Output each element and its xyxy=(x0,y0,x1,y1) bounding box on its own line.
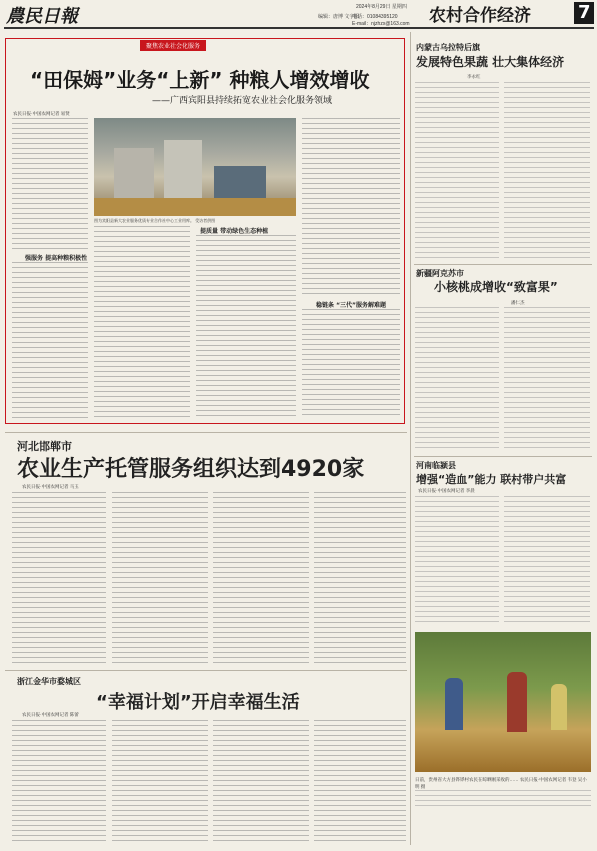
bottom-story-kicker: 浙江金华市婺城区 xyxy=(17,677,81,686)
top-story-headline: “田保姆”业务“上新” 种粮人增效增收 xyxy=(30,68,370,92)
top-story-col4-text-b xyxy=(302,309,400,418)
right-caption-text xyxy=(415,790,591,810)
email-info: E-mail：njzhzx@163.com xyxy=(352,21,410,27)
mid-story-kicker: 河北邯郸市 xyxy=(17,440,72,453)
bottom-story-headline: “幸福计划”开启幸福生活 xyxy=(96,692,300,713)
top-story-col2-text xyxy=(94,226,190,418)
bottom-story-byline: 农民日报·中国农网记者 陈蕾 xyxy=(22,712,79,717)
granary-photo xyxy=(94,118,296,216)
newspaper-logo: 農民日報 xyxy=(6,6,78,27)
right-story1-text-a xyxy=(415,82,499,260)
photo-grain-pile xyxy=(94,198,296,216)
right-divider-1 xyxy=(414,264,592,265)
column-banner: 聚焦农业社会化服务 xyxy=(140,40,206,51)
mid-story-headline: 农业生产托管服务组织达到4920家 xyxy=(17,457,365,482)
top-story-subheadline: ——广西宾阳县持续拓宽农业社会化服务领域 xyxy=(152,96,333,106)
right-story3-kicker: 河南临颍县 xyxy=(416,461,456,470)
bottom-story-col2 xyxy=(112,720,208,844)
mid-story-col3 xyxy=(213,492,309,664)
right-story1-text-b xyxy=(504,82,590,260)
top-story-col1-text xyxy=(12,118,88,250)
right-story3-headline: 增强“造血”能力 联村带户共富 xyxy=(416,473,567,486)
section-heading-2: 提质量 带动绿色生态种植 xyxy=(200,228,269,235)
right-story1-headline: 发展特色果蔬 壮大集体经济 xyxy=(416,55,565,69)
right-story1-byline: 李永红 xyxy=(467,74,481,79)
right-story2-text-a xyxy=(415,307,499,452)
farmers-photo-caption: 日前，贵州省大方县铧铧村农民在晾晒刚采收的…… 农民日报·中国农网记者 韦登 吴小明 摄 xyxy=(415,777,587,789)
photo-farmer-3 xyxy=(551,684,567,730)
photo-caption: 图为宾阳县新大农业服务优质专业合作社中心工业用库。 受访者供图 xyxy=(94,218,216,223)
right-story1-kicker: 内蒙古乌拉特后旗 xyxy=(416,43,480,52)
top-story-col1-text-b xyxy=(12,262,88,418)
masthead-rule xyxy=(4,27,594,29)
right-story2-kicker: 新疆阿克苏市 xyxy=(416,269,464,278)
right-divider-2 xyxy=(414,456,592,457)
section-title: 农村合作经济 xyxy=(429,6,531,26)
editor-info: 编辑：唐博 文宇阳 xyxy=(318,14,360,20)
right-story3-text-a xyxy=(415,496,499,626)
right-story2-headline: 小核桃成增收“致富果” xyxy=(434,280,558,294)
photo-farmer-2 xyxy=(507,672,527,732)
section-heading-1: 强服务 提高种粮积极性 xyxy=(25,255,88,262)
right-column-divider xyxy=(410,32,411,845)
mid-story-col1 xyxy=(12,492,106,664)
farmers-photo xyxy=(415,632,591,772)
top-story-col3-text xyxy=(196,235,296,418)
section-heading-3: 稳链条 “三代”服务解难题 xyxy=(316,302,386,309)
mid-story-byline: 农民日报·中国农网记者 马玉 xyxy=(22,484,79,489)
top-story-byline: 农民日报·中国农网记者 易贤 xyxy=(13,111,70,116)
page-number: 7 xyxy=(578,2,591,23)
photo-farmer-1 xyxy=(445,678,463,730)
right-story2-byline: 潘仁杰 xyxy=(511,300,525,305)
bottom-story-col4 xyxy=(314,720,406,844)
top-story-col4-text xyxy=(302,118,400,296)
bottom-divider xyxy=(5,670,407,671)
bottom-story-col1 xyxy=(12,720,106,844)
bottom-story-col3 xyxy=(213,720,309,844)
photo-truck xyxy=(214,166,266,200)
mid-story-col4 xyxy=(314,492,406,664)
mid-story-col2 xyxy=(112,492,208,664)
right-story2-text-b xyxy=(504,307,590,452)
right-story3-text-b xyxy=(504,496,590,626)
mid-divider xyxy=(5,432,407,433)
edition-date: 2024年8月29日 星期四 xyxy=(356,4,407,10)
right-story3-byline: 农民日报·中国农网记者 李晨 xyxy=(418,488,475,493)
phone-info: 电话：01084395120 xyxy=(352,14,398,20)
photo-silo-mid xyxy=(164,140,202,206)
